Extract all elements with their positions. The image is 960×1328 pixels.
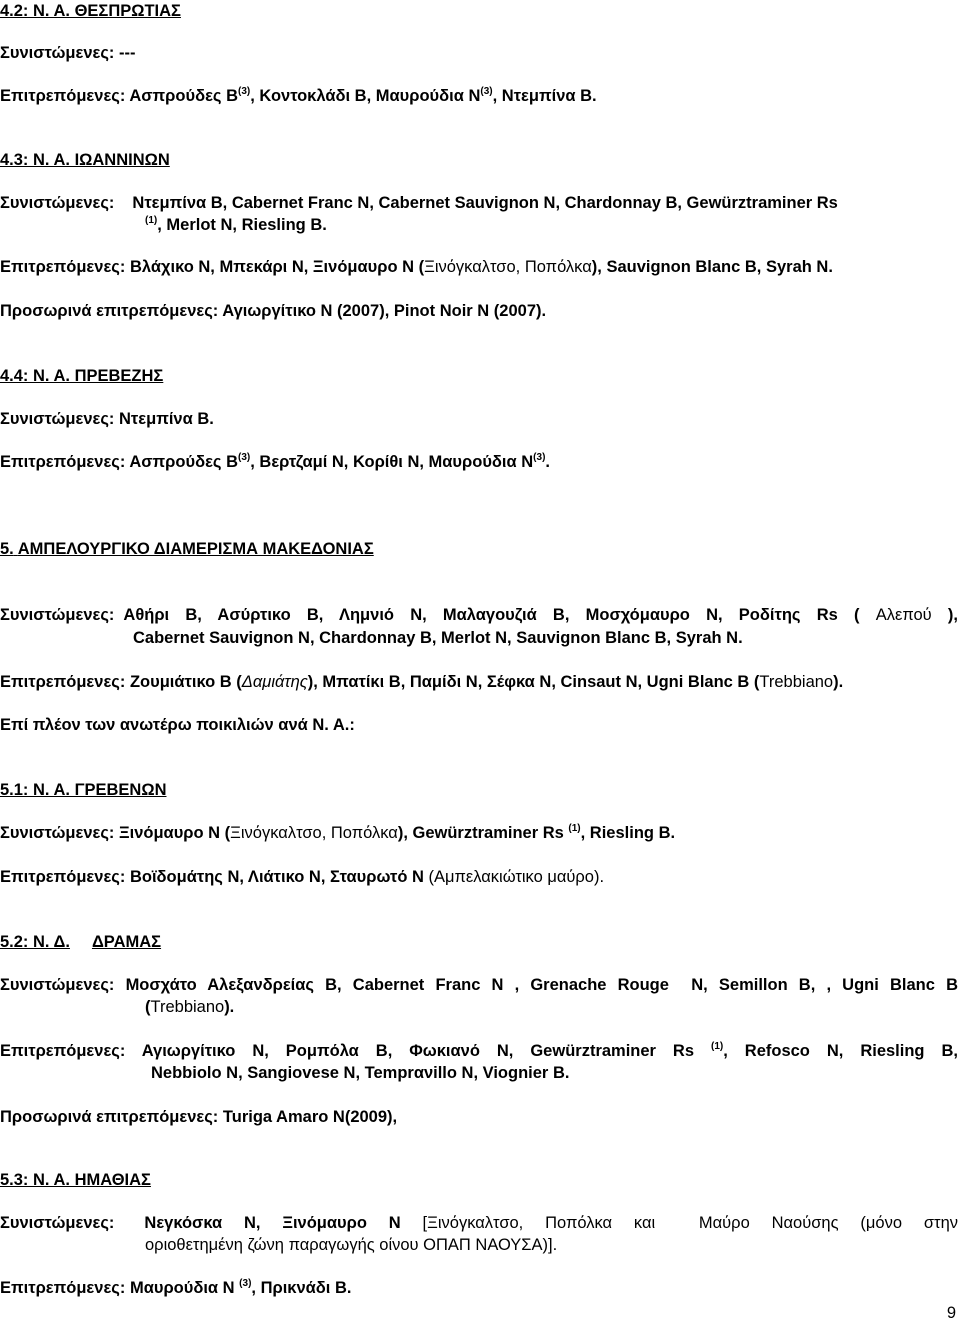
recommended-4-3: Συνιστώμενες: Ντεμπίνα Β, Cabernet Franc Ν, Cabernet Sauvignon Ν, Chardonnay Β, Gewürztraminer Rs [0,194,838,212]
permitted-5-2: Επιτρεπόμενες: Αγιωργίτικο Ν, Ρομπόλα Β, Φωκιανό Ν, Gewürztraminer Rs $^{(1)}$, Refosco Ν, Riesling Β, [0,1040,958,1060]
permitted-5: Επιτρεπόμενες: Ζουμιάτικο Β (Δαμιάτης), Μπατίκι Β, Παμίδι Ν, Σέφκα Ν, Cinsaut Ν, Ugni Blanc Β (Trebbiano). [0,673,844,691]
permitted-4-2: Επιτρεπόμενες: Ασπρούδες $B^{(3)}$, Κοντοκλάδι Β, Μαυρούδια $N^{(3)}$, Ντεμπίνα Β. [0,85,597,105]
recommended-4-3-cont: $^{(1)}$, Merlot Ν, Riesling Β. [145,214,327,234]
permitted-5-1: Επιτρεπόμενες: Βοϊδομάτης Ν, Λιάτικο Ν, Σταυρωτό Ν (Αμπελακιώτικο μαύρο). [0,868,605,886]
section-heading-4-2: 4.2: Ν. Α. ΘΕΣΠΡΩΤΙΑΣ [0,2,181,20]
page-number: 9 [946,1304,956,1322]
permitted-5-3: Επιτρεπόμενες: Μαυρούδια Ν $^{(3)}$, Πρικνάδι Β. [0,1277,352,1297]
section-heading-5-3: 5.3: Ν. Α. ΗΜΑΘΙΑΣ [0,1171,151,1189]
provisional-5-2: Προσωρινά επιτρεπόμενες: Turiga Amaro Ν(2009), [0,1108,398,1126]
recommended-5-3-cont: οριοθετημένη ζώνη παραγωγής οίνου ΟΠΑΠ ΝΑΟΥΣΑ)]. [145,1236,558,1254]
recommended-5: Συνιστώμενες: Αθήρι Β, Ασύρτικο Β, Λημνιό Ν, Μαλαγουζιά Β, Μοσχόμαυρο Ν, Ροδίτης Rs ( Αλεπού ), [0,606,958,624]
recommended-label: Συνιστώμενες: [0,44,115,62]
permitted-4-4: Επιτρεπόμενες: Ασπρούδες $B^{(3)}$, Βερτζαμί Ν, Κορίθι Ν, Μαυρούδια $N^{(3)}$. [0,451,550,471]
recommended-5-2-cont: (Trebbiano). [145,998,235,1016]
section-heading-5-2: 5.2: Ν. Δ. ΔΡΑΜΑΣ [0,933,162,951]
recommended-5-1: Συνιστώμενες: Ξινόμαυρο Ν (Ξινόγκαλτσο, Ποπόλκα), Gewürztraminer Rs $^{(1)}$, Riesling Β. [0,822,676,842]
recommended-5-2: Συνιστώμενες: Μοσχάτο Αλεξανδρείας Β, Cabernet Franc Ν , Grenache Rouge Ν, Semillon Β, , Ugni Blanc Β [0,976,958,994]
provisional-4-3: Προσωρινά επιτρεπόμενες: Αγιωργίτικο Ν (2007), Pinot Noir Ν (2007). [0,302,547,320]
section-heading-5-1: 5.1: Ν. Α. ΓΡΕΒΕΝΩΝ [0,781,167,799]
recommended-5-3: Συνιστώμενες: Νεγκόσκα Ν, Ξινόμαυρο Ν [Ξινόγκαλτσο, Ποπόλκα και Μαύρο Ναούσης (μόνο στην [0,1214,958,1232]
section-heading-4-3: 4.3: Ν. Α. ΙΩΑΝΝΙΝΩΝ [0,151,170,169]
section-heading-4-4: 4.4: Ν. Α. ΠΡΕΒΕΖΗΣ [0,367,164,385]
permitted-5-2-cont: Nebbiolo Ν, Sangiovese Ν, Temprανillo Ν, Viognier Β. [151,1064,570,1082]
permitted-4-3: Επιτρεπόμενες: Βλάχικο Ν, Μπεκάρι Ν, Ξινόμαυρο Ν (Ξινόγκαλτσο, Ποπόλκα), Sauvignon Blanc Β, Syrah Ν. [0,258,833,276]
section-heading-5: 5. ΑΜΠΕΛΟΥΡΓΙΚΟ ΔΙΑΜΕΡΙΣΜΑ ΜΑΚΕΔΟΝΙΑΣ [0,540,374,558]
recommended-4-4: Συνιστώμενες: Ντεμπίνα Β. [0,410,214,428]
recommended-4-2 [0,43,135,63]
recommended-5-cont: Cabernet Sauvignon Ν, Chardonnay Β, Merlot Ν, Sauvignon Blanc Β, Syrah Ν. [133,629,743,647]
recommended-value: --- [119,44,136,62]
additional-varieties-note: Επί πλέον των ανωτέρω ποικιλιών ανά Ν. Α.: [0,716,355,734]
